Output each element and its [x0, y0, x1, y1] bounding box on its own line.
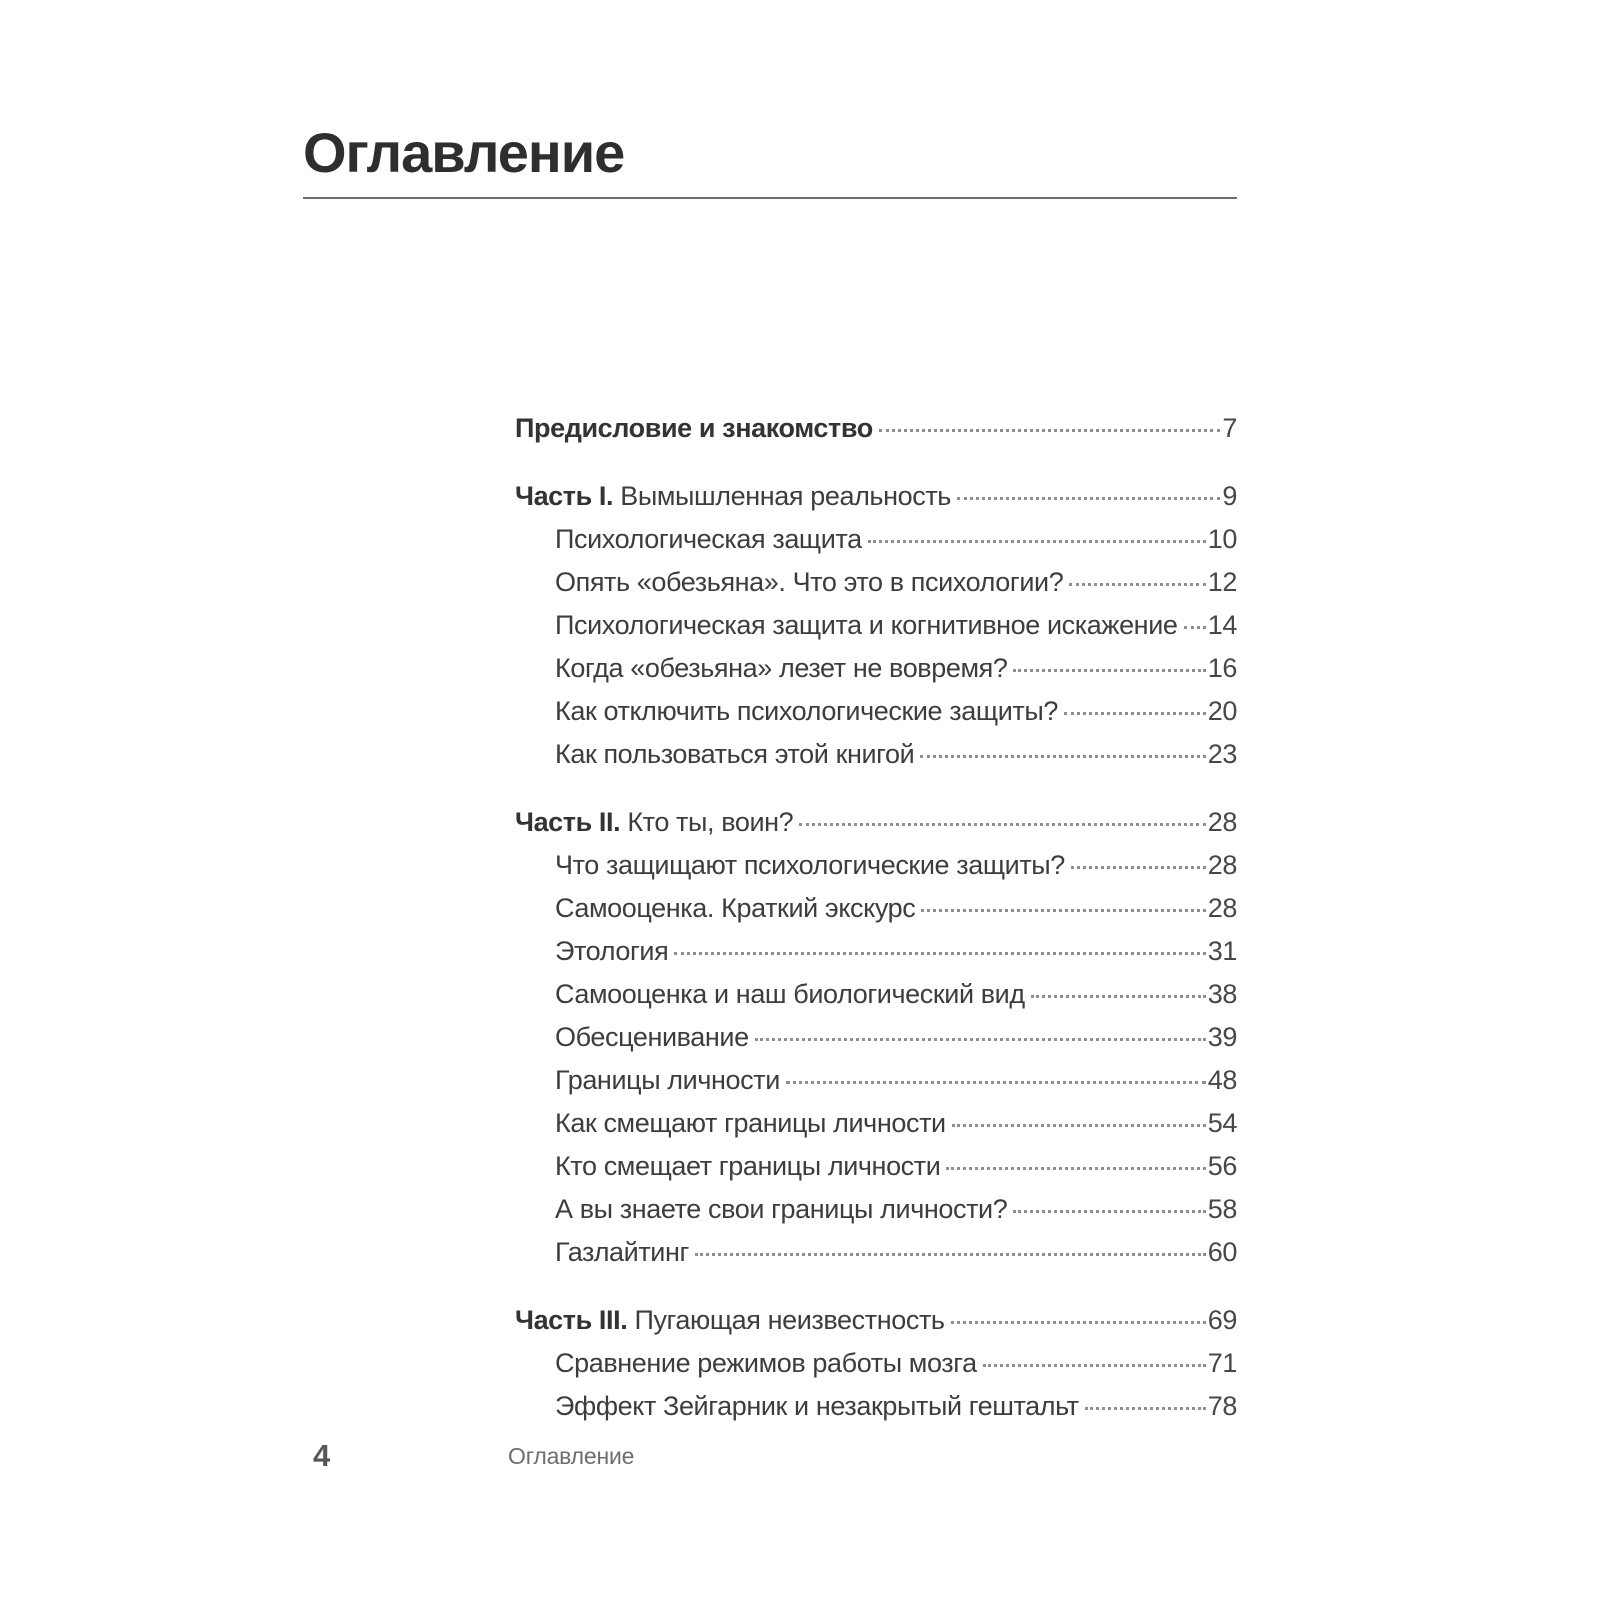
toc-entry-title: Границы личности	[555, 1065, 780, 1095]
dot-leader	[1085, 1407, 1206, 1410]
toc-entry	[515, 936, 1237, 966]
toc-entry-page: 69	[1207, 1305, 1237, 1335]
toc-entry-title: Сравнение режимов работы мозга	[555, 1348, 977, 1378]
toc-entry-title: А вы знаете свои границы личности?	[555, 1194, 1008, 1224]
toc-entry	[515, 850, 1237, 880]
toc-entry-title: Когда «обезьяна» лезет не вовремя?	[555, 653, 1008, 683]
toc-entry-title: Пугающая неизвестность	[627, 1305, 945, 1335]
toc-entry	[515, 1237, 1237, 1267]
toc-entry-page: 23	[1207, 739, 1237, 769]
toc-entry-page: 31	[1207, 936, 1237, 966]
dot-leader	[1184, 626, 1206, 629]
toc-entry-page: 38	[1207, 979, 1237, 1009]
toc-entry-label	[555, 1391, 1079, 1421]
toc-entry-prefix: Часть III.	[515, 1305, 628, 1335]
toc-entry-label	[515, 481, 951, 511]
dot-leader	[1071, 866, 1206, 869]
toc-entry-prefix: Предисловие и знакомство	[515, 413, 873, 443]
toc-entry-page: 28	[1207, 850, 1237, 880]
toc-entry	[515, 1305, 1237, 1335]
toc-entry-label	[555, 850, 1065, 880]
toc-entry-page: 28	[1207, 893, 1237, 923]
toc-entry-page: 78	[1207, 1391, 1237, 1421]
dot-leader	[799, 823, 1205, 826]
toc-entry-title: Как смещают границы личности	[555, 1108, 946, 1138]
toc-entry-page: 14	[1207, 610, 1237, 640]
dot-leader	[1013, 1210, 1205, 1213]
toc-entry-page: 12	[1207, 567, 1237, 597]
running-title: Оглавление	[508, 1443, 635, 1469]
toc-entry-title: Вымышленная реальность	[613, 481, 951, 511]
dot-leader	[1013, 669, 1205, 672]
toc-entry	[515, 524, 1237, 554]
toc-entry	[515, 1391, 1237, 1421]
toc-entry	[515, 807, 1237, 837]
toc-entry-label	[555, 1237, 689, 1267]
dot-leader	[755, 1038, 1206, 1041]
toc-entry-label	[555, 1194, 1007, 1224]
toc-entry-label	[555, 696, 1058, 726]
toc-entry-prefix: Часть I.	[515, 481, 614, 511]
toc-entry-title: Газлайтинг	[555, 1237, 689, 1267]
toc-entry	[515, 653, 1237, 683]
dot-leader	[957, 497, 1220, 500]
toc-entry	[515, 1108, 1237, 1138]
toc-entry-page: 58	[1207, 1194, 1237, 1224]
dot-leader	[951, 1321, 1206, 1324]
toc-entry-page: 9	[1222, 481, 1237, 511]
toc-entry-title: Кто смещает границы личности	[555, 1151, 941, 1181]
toc-entry-page: 20	[1207, 696, 1237, 726]
toc-entry	[515, 739, 1237, 769]
toc-entry-title: Психологическая защита и когнитивное искажение	[555, 610, 1178, 640]
dot-leader	[1064, 712, 1206, 715]
dot-leader	[1069, 583, 1205, 586]
toc-entry	[515, 696, 1237, 726]
page-number: 4	[313, 1438, 331, 1473]
toc-entry-title: Как пользоваться этой книгой	[555, 739, 915, 769]
dot-leader	[921, 909, 1205, 912]
toc-entry-prefix: Часть II.	[515, 807, 621, 837]
toc-entry	[515, 481, 1237, 511]
toc-entry	[515, 979, 1237, 1009]
dot-leader	[920, 755, 1205, 758]
toc-entry-page: 39	[1207, 1022, 1237, 1052]
toc-entry-label	[555, 524, 862, 554]
toc-entry-title: Психологическая защита	[555, 524, 862, 554]
toc-entry-label	[555, 1108, 946, 1138]
toc-entry-title: Самооценка и наш биологический вид	[555, 979, 1025, 1009]
toc-entry-page: 54	[1207, 1108, 1237, 1138]
toc-entry-title: Обесценивание	[555, 1022, 749, 1052]
table-of-contents	[515, 413, 1237, 1421]
toc-entry-page: 28	[1207, 807, 1237, 837]
toc-entry-title: Опять «обезьяна». Что это в психологии?	[555, 567, 1064, 597]
toc-entry-title: Как отключить психологические защиты?	[555, 696, 1058, 726]
toc-entry-label	[555, 1022, 749, 1052]
toc-entry-title: Кто ты, воин?	[620, 807, 794, 837]
dot-leader	[1031, 995, 1206, 998]
toc-entry-label	[555, 1348, 977, 1378]
toc-entry-label	[555, 653, 1007, 683]
dot-leader	[695, 1253, 1206, 1256]
toc-entry-label	[515, 413, 873, 443]
toc-entry-title: Что защищают психологические защиты?	[555, 850, 1065, 880]
toc-entry-page: 16	[1207, 653, 1237, 683]
toc-entry	[515, 1348, 1237, 1378]
dot-leader	[786, 1081, 1206, 1084]
toc-entry-label	[555, 936, 668, 966]
toc-entry	[515, 567, 1237, 597]
toc-entry-page: 71	[1207, 1348, 1237, 1378]
dot-leader	[983, 1364, 1206, 1367]
toc-entry	[515, 893, 1237, 923]
toc-entry-page: 48	[1207, 1065, 1237, 1095]
title-divider	[303, 197, 1237, 199]
dot-leader	[946, 1167, 1205, 1170]
toc-entry-title: Эффект Зейгарник и незакрытый гештальт	[555, 1391, 1079, 1421]
toc-entry-page: 56	[1207, 1151, 1237, 1181]
toc-entry	[515, 413, 1237, 443]
toc-entry-label	[555, 739, 914, 769]
toc-entry	[515, 1022, 1237, 1052]
toc-entry-label	[555, 979, 1025, 1009]
toc-entry-label	[555, 1151, 940, 1181]
toc-entry	[515, 610, 1237, 640]
toc-entry	[515, 1194, 1237, 1224]
toc-entry-label	[515, 807, 793, 837]
toc-entry-title: Этология	[555, 936, 669, 966]
toc-entry-label	[555, 893, 915, 923]
page-title: Оглавление	[303, 121, 625, 184]
toc-entry-page: 7	[1222, 413, 1237, 443]
toc-entry-label	[515, 1305, 945, 1335]
dot-leader	[952, 1124, 1206, 1127]
dot-leader	[879, 429, 1221, 432]
toc-entry	[515, 1151, 1237, 1181]
toc-entry-label	[555, 567, 1063, 597]
toc-entry-title: Самооценка. Краткий экскурс	[555, 893, 916, 923]
dot-leader	[674, 952, 1205, 955]
toc-entry-label	[555, 1065, 780, 1095]
dot-leader	[868, 540, 1206, 543]
toc-entry-label	[555, 610, 1178, 640]
toc-entry-page: 10	[1207, 524, 1237, 554]
toc-entry-page: 60	[1207, 1237, 1237, 1267]
toc-entry	[515, 1065, 1237, 1095]
